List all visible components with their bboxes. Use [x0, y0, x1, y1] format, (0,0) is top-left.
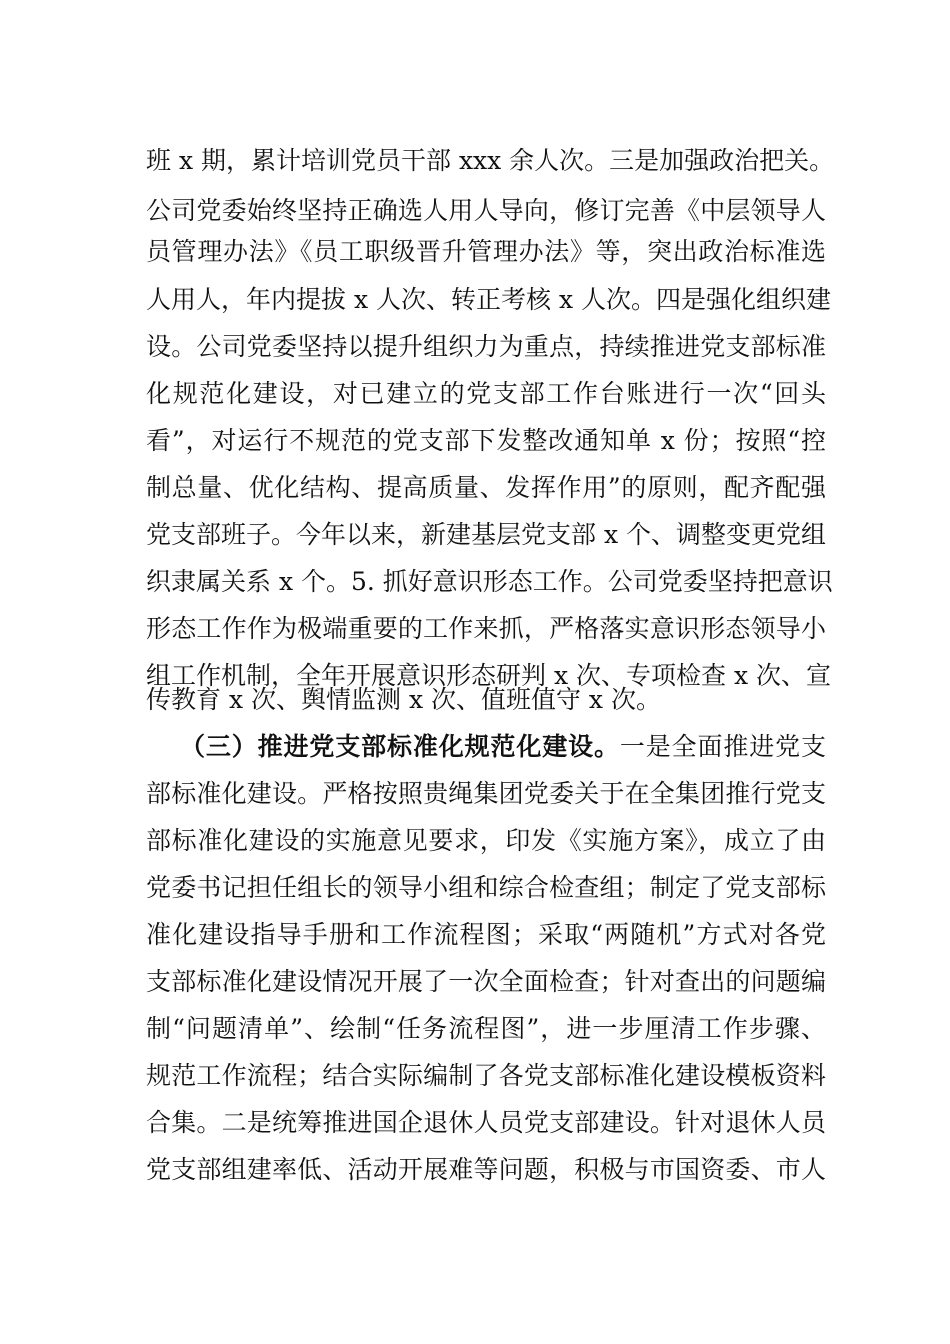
paragraph-2-first-line-rest: 一是全面推进党支	[619, 732, 826, 761]
paragraph-1-line: 看”，对运行不规范的党支部下发整改通知单 x 份；按照“控	[146, 426, 826, 455]
paragraph-1-line: 形态工作作为极端重要的工作来抓，严格落实意识形态领导小	[146, 614, 826, 643]
paragraph-1-line: 公司党委始终坚持正确选人用人导向，修订完善《中层领导人	[146, 196, 826, 225]
paragraph-1-line: 组工作机制，全年开展意识形态研判 x 次、专项检查 x 次、宣	[146, 661, 831, 690]
paragraph-2-line: 党委书记担任组长的领导小组和综合检查组；制定了党支部标	[146, 873, 826, 902]
paragraph-1-last-line: 传教育 x 次、舆情监测 x 次、值班值守 x 次。	[146, 685, 661, 714]
paragraph-1-line: 设。公司党委坚持以提升组织力为重点，持续推进党支部标准	[146, 332, 826, 361]
paragraph-1-line: 化规范化建设，对已建立的党支部工作台账进行一次“回头	[146, 379, 826, 408]
paragraph-2-line: 规范工作流程；结合实际编制了各党支部标准化建设模板资料	[146, 1061, 826, 1090]
paragraph-2-line: 合集。二是统筹推进国企退休人员党支部建设。针对退休人员	[146, 1108, 826, 1137]
paragraph-2-line: 支部标准化建设情况开展了一次全面检查；针对查出的问题编	[146, 967, 826, 996]
paragraph-1-line: 班 x 期，累计培训党员干部 xxx 余人次。三是加强政治把关。	[146, 146, 835, 175]
paragraph-2-line: 党支部组建率低、活动开展难等问题，积极与市国资委、市人	[146, 1155, 826, 1184]
paragraph-1-line: 人用人，年内提拔 x 人次、转正考核 x 人次。四是强化组织建	[146, 285, 831, 314]
paragraph-2-line: 准化建设指导手册和工作流程图；采取“两随机”方式对各党	[146, 920, 826, 949]
paragraph-2-first-line	[180, 727, 826, 767]
section-heading: （三）推进党支部标准化规范化建设。	[180, 732, 620, 761]
paragraph-1-line: 党支部班子。今年以来，新建基层党支部 x 个、调整变更党组	[146, 520, 826, 549]
paragraph-1-line: 织隶属关系 x 个。5. 抓好意识形态工作。公司党委坚持把意识	[146, 567, 833, 596]
paragraph-1-line: 员管理办法》《员工职级晋升管理办法》等，突出政治标准选	[146, 237, 826, 266]
paragraph-2-line: 部标准化建设的实施意见要求，印发《实施方案》，成立了由	[146, 826, 826, 855]
paragraph-1-line: 制总量、优化结构、提高质量、发挥作用”的原则，配齐配强	[146, 473, 826, 502]
paragraph-2-line: 制“问题清单”、绘制“任务流程图”，进一步厘清工作步骤、	[146, 1014, 826, 1043]
paragraph-2-line: 部标准化建设。严格按照贵绳集团党委关于在全集团推行党支	[146, 779, 826, 808]
